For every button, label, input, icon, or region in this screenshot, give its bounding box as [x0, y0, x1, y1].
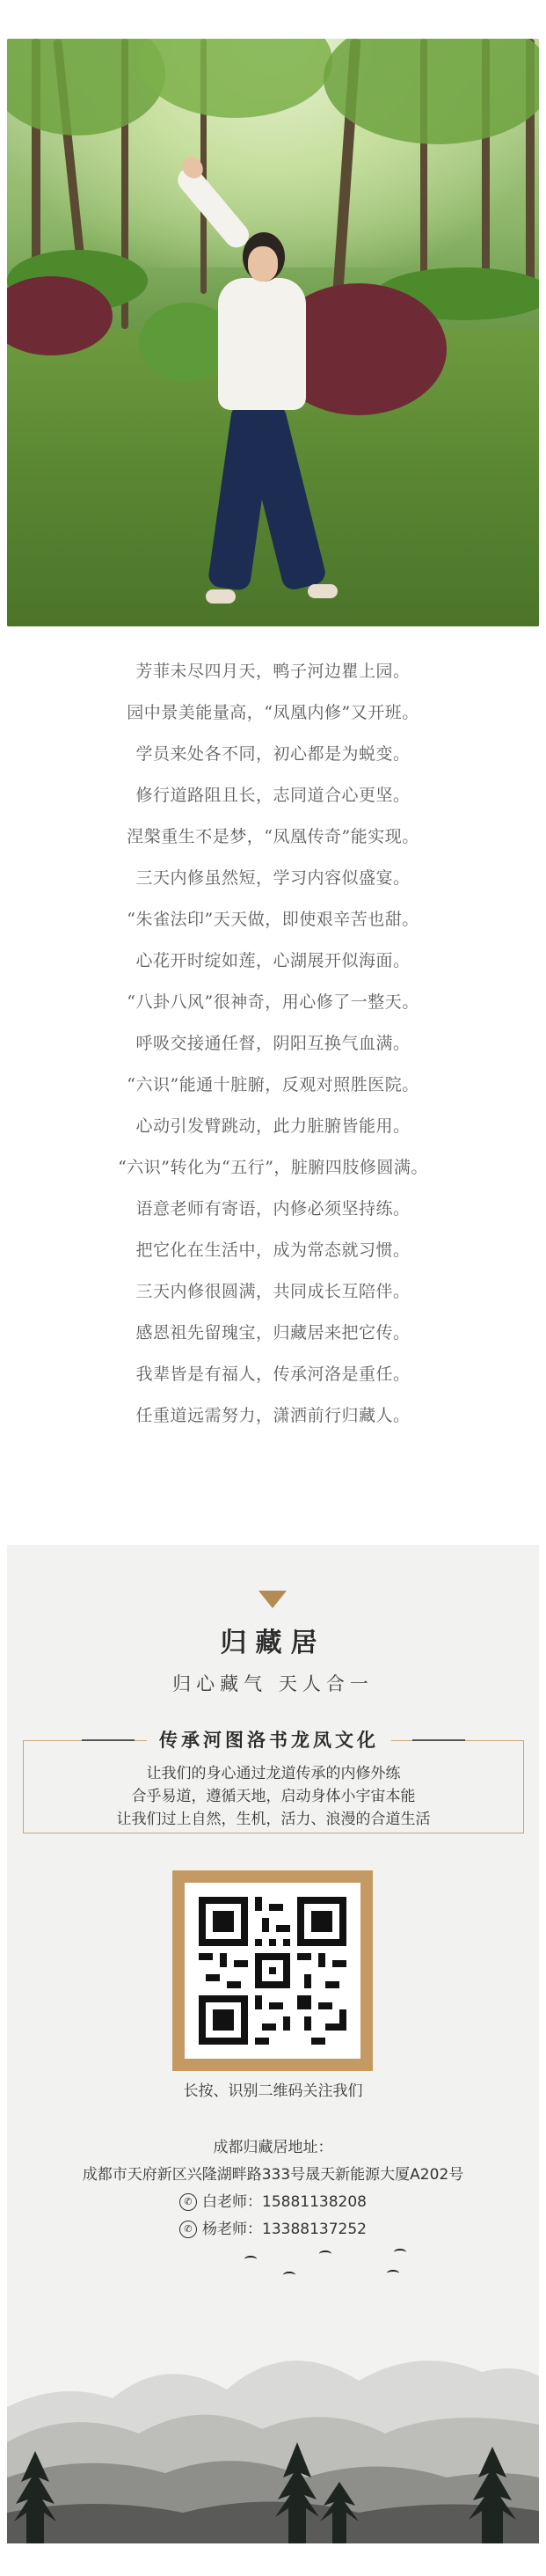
poem-line: 涅槃重生不是梦，“凤凰传奇”能实现。: [127, 827, 419, 846]
address-text: 成都市天府新区兴隆湖畔路333号晟天新能源大厦A202号: [82, 2166, 464, 2184]
bird-icon: [394, 2249, 406, 2256]
qr-pattern: [199, 1897, 346, 2045]
poem-line: 修行道路阻且长，志同道合心更坚。: [135, 786, 411, 805]
contact-row: [7, 2189, 539, 2216]
poem-line: 园中景美能量高，“凤凰内修”又开班。: [127, 703, 419, 722]
triangle-down-icon: [258, 1591, 287, 1608]
bird-icon: [283, 2272, 295, 2279]
phone-icon: ✆: [179, 2193, 197, 2211]
figure-shoe: [308, 584, 338, 598]
hero-photo: [7, 39, 539, 626]
qr-background: [185, 1883, 360, 2059]
poem-line: 三天内修虽然短，学习内容似盛宴。: [135, 868, 411, 888]
figure-shirt: [218, 278, 306, 410]
bird-icon: [387, 2270, 399, 2277]
footer-card: [7, 1545, 539, 2543]
figure-face: [248, 246, 278, 282]
brand-name: 归藏居: [220, 1628, 326, 1658]
poem-line: “朱雀法印”天天做，即使艰辛苦也甜。: [127, 910, 419, 929]
qr-code[interactable]: [172, 1870, 373, 2071]
poem-line: “八卦八风”很神奇，用心修了一整天。: [127, 992, 419, 1012]
person-figure: [174, 197, 341, 619]
poem-line: 我辈皆是有福人，传承河洛是重任。: [135, 1365, 411, 1384]
phone-icon: ✆: [179, 2221, 197, 2238]
poem-line: 三天内修很圆满，共同成长互陪伴。: [135, 1282, 411, 1301]
contact-text[interactable]: 白老师：15881138208: [202, 2193, 367, 2211]
poem-line: 感恩祖先留瑰宝，归藏居来把它传。: [135, 1323, 411, 1343]
title-dash: [82, 1739, 135, 1741]
title-dash: [412, 1739, 465, 1741]
poem-line: 心花开时绽如莲，心湖展开似海面。: [135, 951, 411, 970]
ink-landscape: [7, 2302, 539, 2543]
mission-frame: [23, 1730, 524, 1833]
poem-line: 呼吸交接通任督，阴阳互换气血满。: [135, 1034, 411, 1053]
brand-motto: 归心藏气 天人合一: [172, 1673, 374, 1694]
qr-caption: 长按、识别二维码关注我们: [183, 2082, 363, 2100]
poem-line: 语意老师有寄语，内修必须坚持练。: [135, 1199, 411, 1218]
poem-line: 芳菲未尽四月天，鸭子河边瞿上园。: [135, 662, 411, 681]
frame-line: 合乎易道，遵循天地，启动身体小宇宙本能: [131, 1788, 416, 1805]
poem-line: “六识”能通十脏腑，反观对照胜医院。: [127, 1075, 419, 1094]
poem-line: 心动引发臂跳动，此力脏腑皆能用。: [135, 1116, 411, 1136]
frame-title: 传承河图洛书龙凤文化: [147, 1726, 391, 1753]
figure-shoe: [206, 589, 236, 604]
contact-info: [7, 2134, 539, 2243]
contact-row: [7, 2216, 539, 2243]
poem-line: 学员来处各不同，初心都是为蜕变。: [135, 744, 411, 764]
bird-icon: [244, 2256, 257, 2263]
frame-line: 让我们过上自然，生机，活力、浪漫的合道生活: [116, 1811, 431, 1828]
poem-line: 把它化在生活中，成为常态就习惯。: [135, 1240, 411, 1260]
address-label: 成都归藏居地址：: [213, 2139, 333, 2156]
poem: [0, 658, 546, 1444]
bird-icon: [319, 2250, 331, 2258]
frame-line: 让我们的身心通过龙道传承的内修外练: [146, 1765, 401, 1782]
poem-line: “六识”转化为“五行”，脏腑四肢修圆满。: [118, 1158, 428, 1177]
frame-text: [24, 1762, 523, 1831]
contact-text[interactable]: 杨老师：13388137252: [202, 2221, 367, 2238]
poem-line: 任重道远需努力，潇洒前行归藏人。: [135, 1406, 411, 1425]
